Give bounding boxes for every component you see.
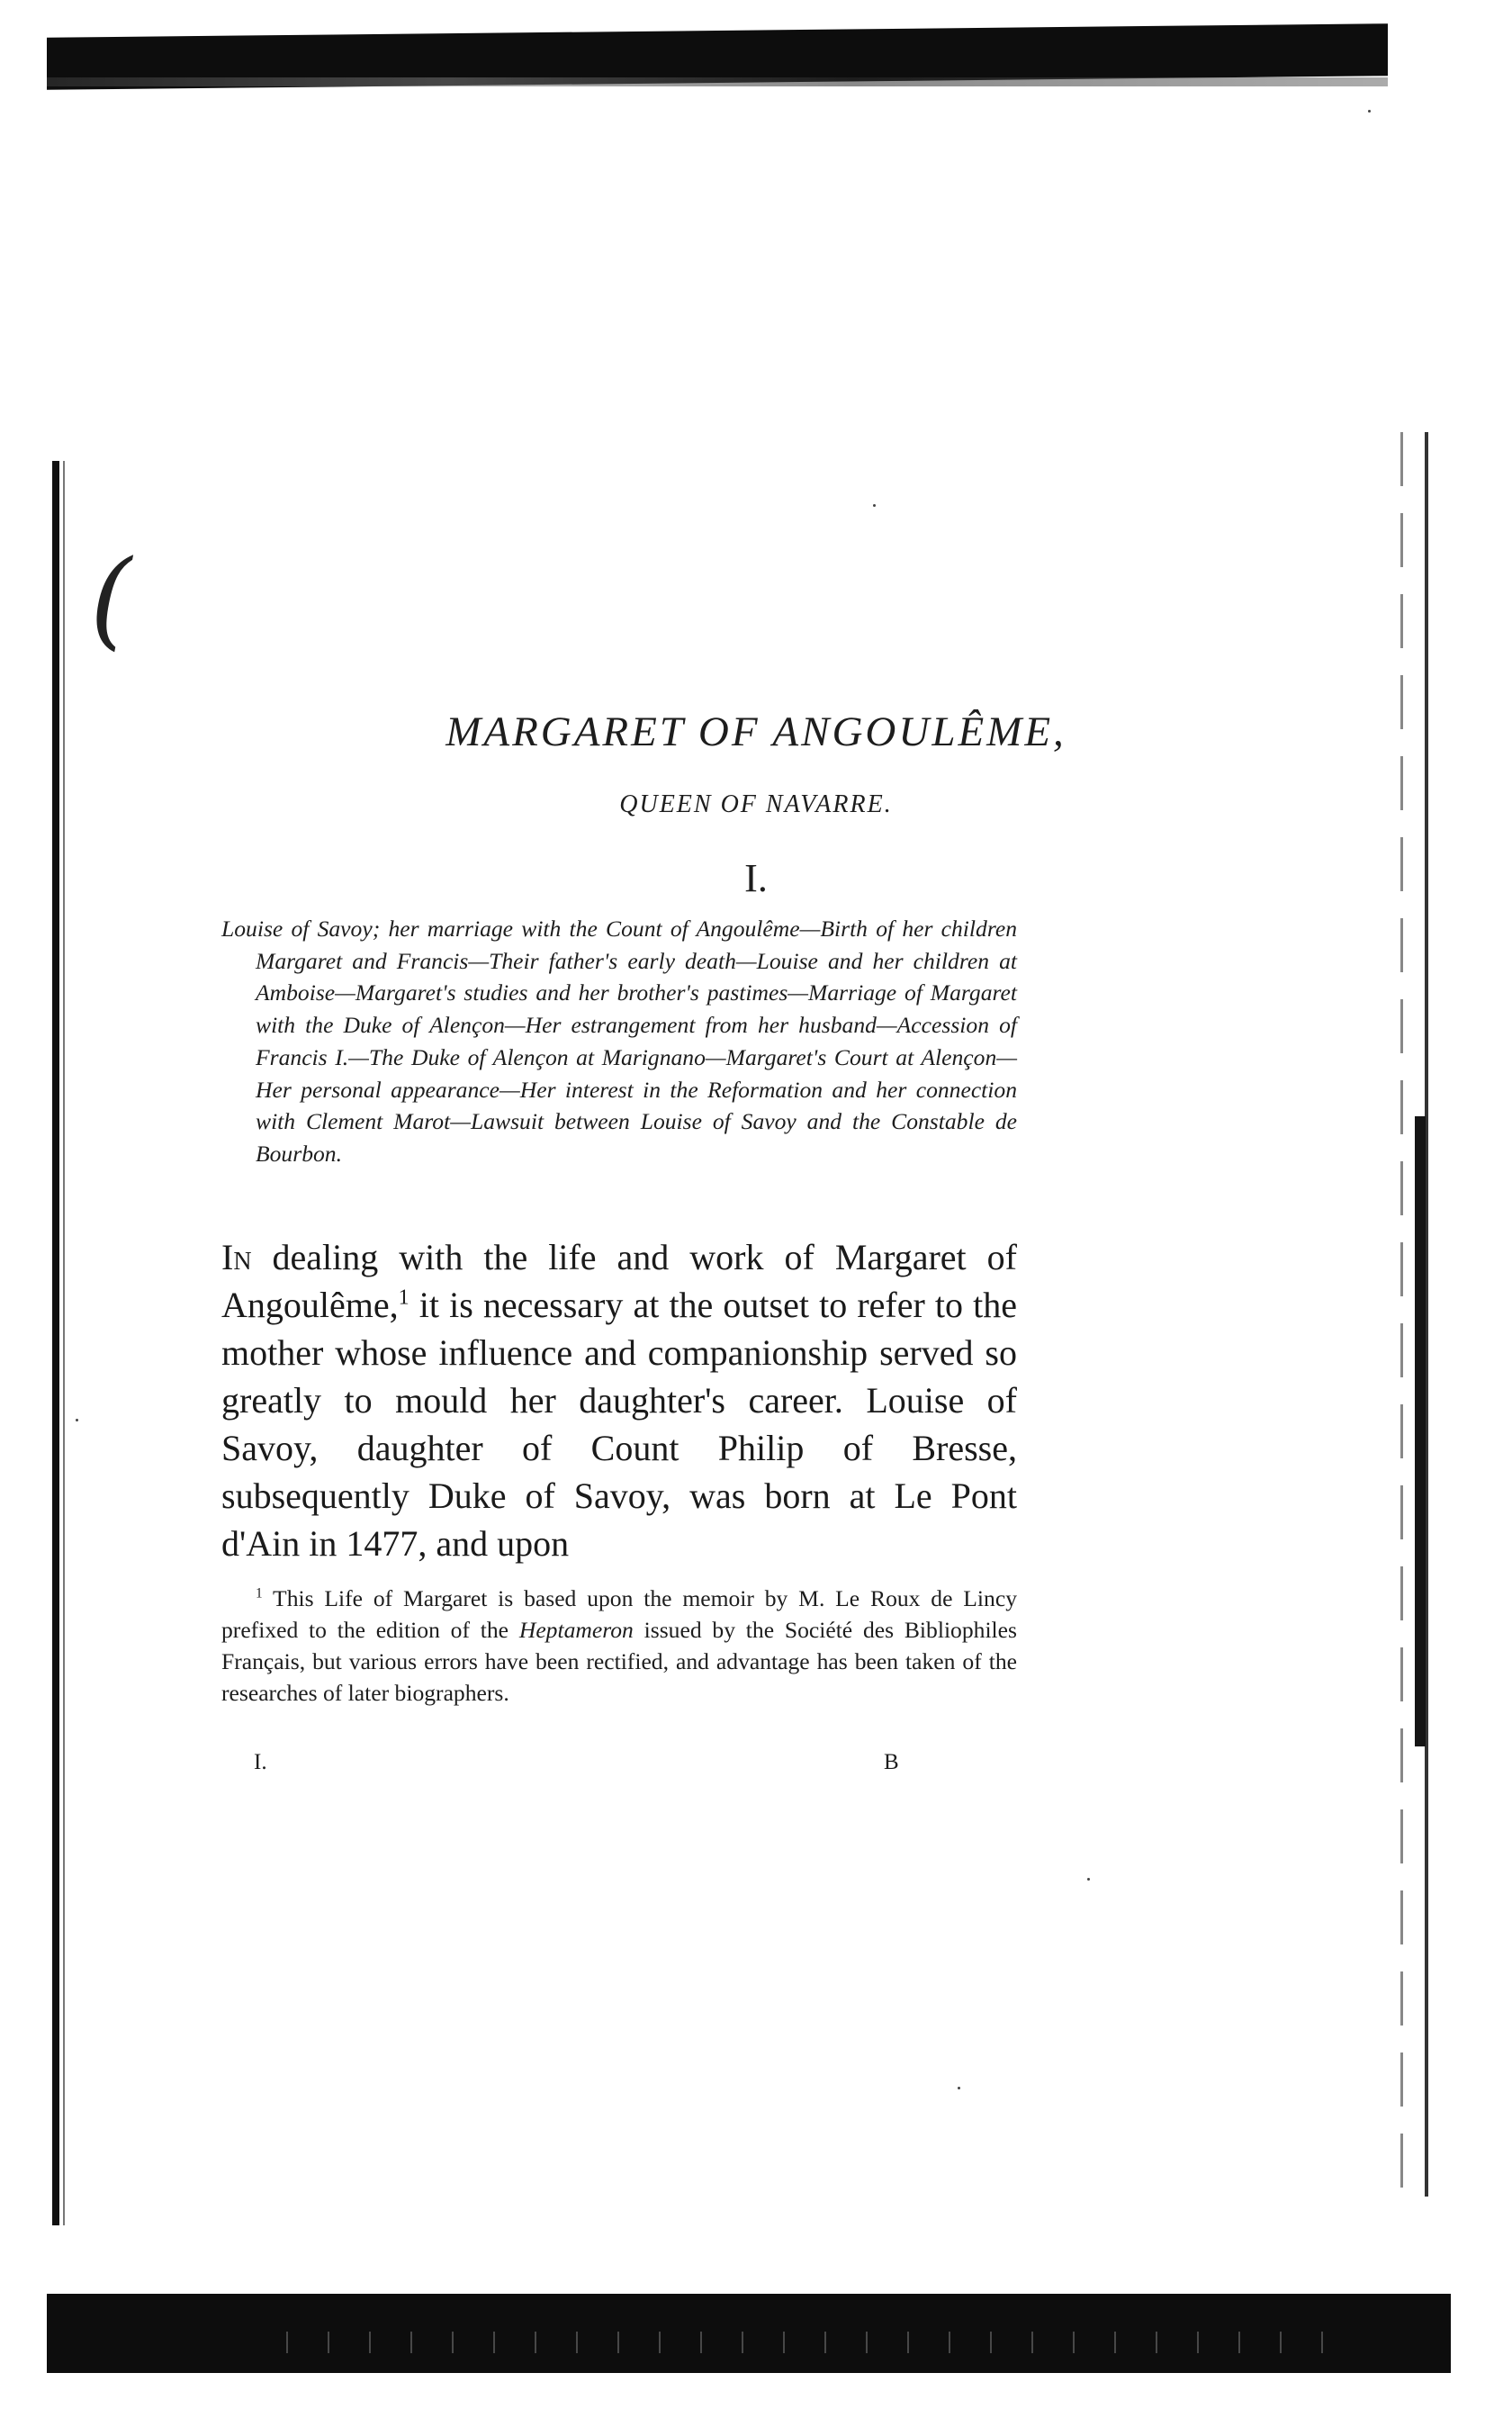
speck	[1087, 1878, 1090, 1881]
speck	[76, 1419, 78, 1421]
signature-letter: B	[884, 1750, 899, 1774]
footnote	[221, 1583, 1017, 1709]
speck	[958, 2087, 960, 2089]
scan-edge-right-dark	[1415, 1116, 1426, 1746]
footnote-text-part-1: This Life of Margaret is based upon the memoir by M. Le Roux de Lincy prefixed to the edition of the	[221, 1585, 1017, 1643]
dropcap-word: In	[221, 1237, 252, 1277]
footnote-reference: 1	[398, 1286, 410, 1310]
margin-bracket-mark: (	[90, 537, 132, 661]
chapter-number: I.	[744, 856, 768, 900]
page-title: MARGARET OF ANGOULÊME,	[446, 708, 1066, 755]
body-text-part-2: it is necessary at the outset to refer to the mother whose influence and companionship served so greatly to mould her daughter's career. Louise of Savoy, daughter of Count Philip of Bresse, subsequently Duke of Savoy, was born at Le Pont d'Ain in 1477, and upon	[221, 1285, 1017, 1564]
body-paragraph	[221, 1233, 1017, 1567]
body-text-part-1: dealing with the life and work of Margaret of Angoulême,	[221, 1237, 1017, 1325]
footnote-marker: 1	[256, 1585, 263, 1601]
chapter-summary: Louise of Savoy; her marriage with the Count of Angoulême—Birth of her children Margaret and Francis—Their father's early death—Louise and her children at Amboise—Margaret's studies and her brother's pastimes—Marriage of Margaret with the Duke of Alençon—Her estrangement from her husband—Accession of Francis I.—The Duke of Alençon at Marignano—Margaret's Court at Alençon—Her personal appearance—Her interest in the Reformation and her connection with Clement Marot—Lawsuit between Louise of Savoy and the Constable de Bourbon.	[221, 916, 1017, 1167]
page-subtitle: QUEEN OF NAVARRE.	[619, 790, 893, 818]
speck	[873, 504, 876, 507]
footnote-text-part-2: issued by the Société des Bibliophiles Français, but various errors have been rectified, and advantage has been taken of the researches of later biographers.	[221, 1617, 1017, 1706]
scan-edge-top-strip	[47, 77, 1388, 86]
signature-volume: I.	[254, 1750, 267, 1774]
footnote-book-title: Heptameron	[518, 1617, 634, 1643]
scan-edge-right-lines	[1400, 432, 1403, 2197]
speck	[1368, 110, 1371, 113]
scan-edge-bottom-speckle	[270, 2332, 1350, 2353]
